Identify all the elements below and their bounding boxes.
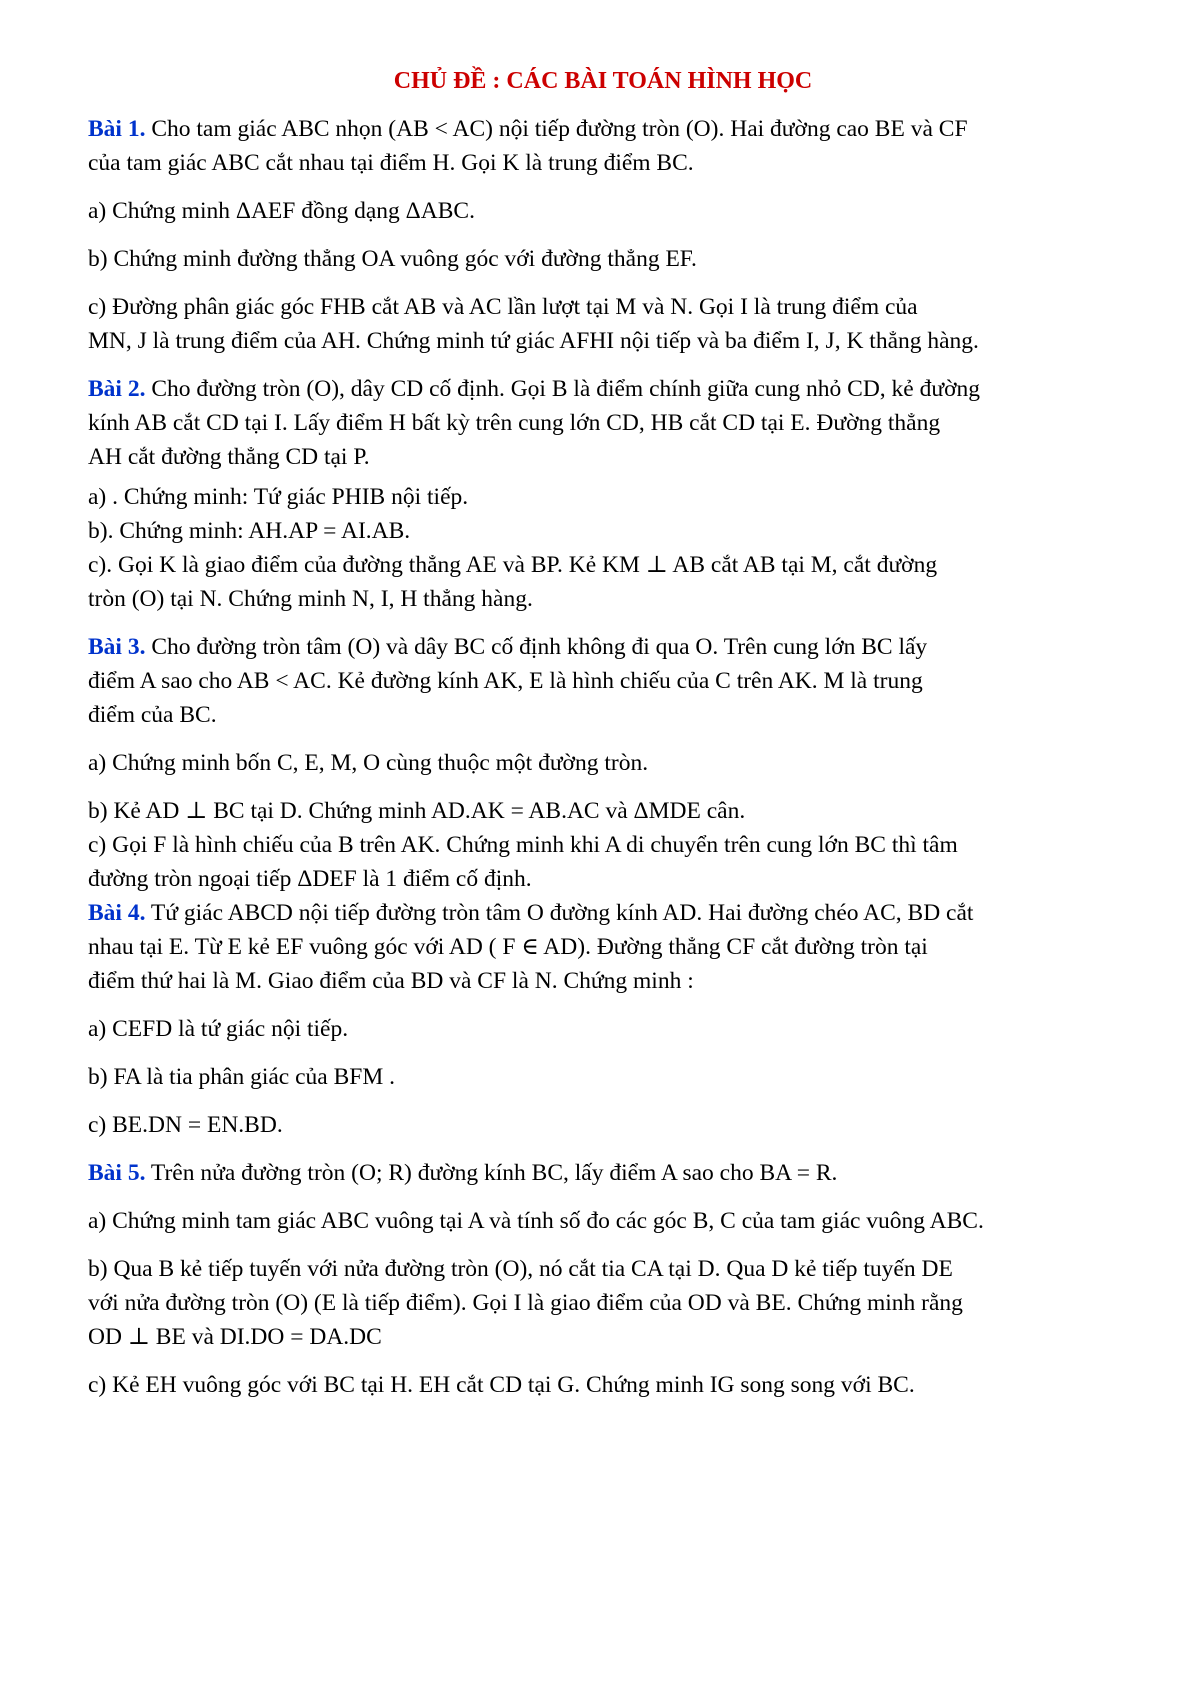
- problem-part-line: với nửa đường tròn (O) (E là tiếp điểm). Gọi I là giao điểm của OD và BE. Chứng minh rằng: [88, 1290, 963, 1316]
- problem-part: b) Chứng minh đường thẳng OA vuông góc với đường thẳng EF.: [88, 246, 697, 272]
- problem-statement-line: điểm thứ hai là M. Giao điểm của BD và CF là N. Chứng minh :: [88, 968, 694, 994]
- problem-part: c) Đường phân giác góc FHB cắt AB và AC lần lượt tại M và N. Gọi I là trung điểm của: [88, 294, 918, 320]
- problem-statement-line: của tam giác ABC cắt nhau tại điểm H. Gọi K là trung điểm BC.: [88, 150, 694, 176]
- problem-part-line: tròn (O) tại N. Chứng minh N, I, H thẳng hàng.: [88, 586, 533, 612]
- problem-1: [88, 112, 1118, 358]
- problem-part-line: OD ⊥ BE và DI.DO = DA.DC: [88, 1324, 382, 1350]
- problem-part: c) Gọi F là hình chiếu của B trên AK. Chứng minh khi A di chuyển trên cung lớn BC thì tâm: [88, 832, 958, 858]
- problem-part: b) Kẻ AD ⊥ BC tại D. Chứng minh AD.AK = AB.AC và ΔMDE cân.: [88, 798, 746, 824]
- problem-statement-line: Cho tam giác ABC nhọn (AB < AC) nội tiếp đường tròn (O). Hai đường cao BE và CF: [151, 116, 968, 142]
- problem-statement-line: kính AB cắt CD tại I. Lấy điểm H bất kỳ trên cung lớn CD, HB cắt CD tại E. Đường thẳng: [88, 410, 941, 436]
- problem-statement-line: Cho đường tròn tâm (O) và dây BC cố định không đi qua O. Trên cung lớn BC lấy: [151, 634, 928, 660]
- page-title: CHỦ ĐỀ : CÁC BÀI TOÁN HÌNH HỌC: [393, 68, 813, 94]
- problem-heading: Bài 2.: [88, 376, 146, 402]
- problem-heading: Bài 5.: [88, 1160, 146, 1186]
- problem-part: c) BE.DN = EN.BD.: [88, 1112, 283, 1138]
- problem-part: b). Chứng minh: AH.AP = AI.AB.: [88, 518, 411, 544]
- problem-part-line: đường tròn ngoại tiếp ΔDEF là 1 điểm cố định.: [88, 866, 532, 892]
- problem-part: c) Kẻ EH vuông góc với BC tại H. EH cắt CD tại G. Chứng minh IG song song với BC.: [88, 1372, 915, 1398]
- problem-part: a) . Chứng minh: Tứ giác PHIB nội tiếp.: [88, 484, 469, 510]
- problem-statement-line: Cho đường tròn (O), dây CD cố định. Gọi B là điểm chính giữa cung nhỏ CD, kẻ đường: [151, 376, 981, 402]
- problem-3: [88, 630, 1118, 896]
- problem-heading: Bài 1.: [88, 116, 146, 142]
- problem-part: c). Gọi K là giao điểm của đường thẳng AE và BP. Kẻ KM ⊥ AB cắt AB tại M, cắt đường: [88, 552, 938, 578]
- document-page: [88, 64, 1118, 1402]
- problem-part: b) Qua B kẻ tiếp tuyến với nửa đường tròn (O), nó cắt tia CA tại D. Qua D kẻ tiếp tuyến DE: [88, 1256, 953, 1282]
- problem-part: a) Chứng minh bốn C, E, M, O cùng thuộc một đường tròn.: [88, 750, 649, 776]
- problem-part-line: MN, J là trung điểm của AH. Chứng minh tứ giác AFHI nội tiếp và ba điểm I, J, K thẳng hàng.: [88, 328, 979, 354]
- problem-statement-line: AH cắt đường thẳng CD tại P.: [88, 444, 370, 470]
- problem-2: [88, 372, 1118, 616]
- problem-4: [88, 896, 1118, 1142]
- problem-statement-line: điểm của BC.: [88, 702, 217, 728]
- problem-statement-line: Tứ giác ABCD nội tiếp đường tròn tâm O đường kính AD. Hai đường chéo AC, BD cắt: [150, 900, 974, 926]
- problem-heading: Bài 4.: [88, 900, 146, 926]
- problem-part: b) FA là tia phân giác của BFM .: [88, 1064, 395, 1090]
- problem-heading: Bài 3.: [88, 634, 146, 660]
- problem-statement-line: điểm A sao cho AB < AC. Kẻ đường kính AK, E là hình chiếu của C trên AK. M là trung: [88, 668, 923, 694]
- problem-statement-line: nhau tại E. Từ E kẻ EF vuông góc với AD ( F ∈ AD). Đường thẳng CF cắt đường tròn tại: [88, 934, 928, 960]
- problem-part: a) CEFD là tứ giác nội tiếp.: [88, 1016, 349, 1042]
- problem-part: a) Chứng minh tam giác ABC vuông tại A và tính số đo các góc B, C của tam giác vuông ABC.: [88, 1208, 984, 1234]
- problem-5: [88, 1156, 1118, 1402]
- problem-part: a) Chứng minh ΔAEF đồng dạng ΔABC.: [88, 198, 475, 224]
- problem-statement-line: Trên nửa đường tròn (O; R) đường kính BC, lấy điểm A sao cho BA = R.: [150, 1160, 838, 1186]
